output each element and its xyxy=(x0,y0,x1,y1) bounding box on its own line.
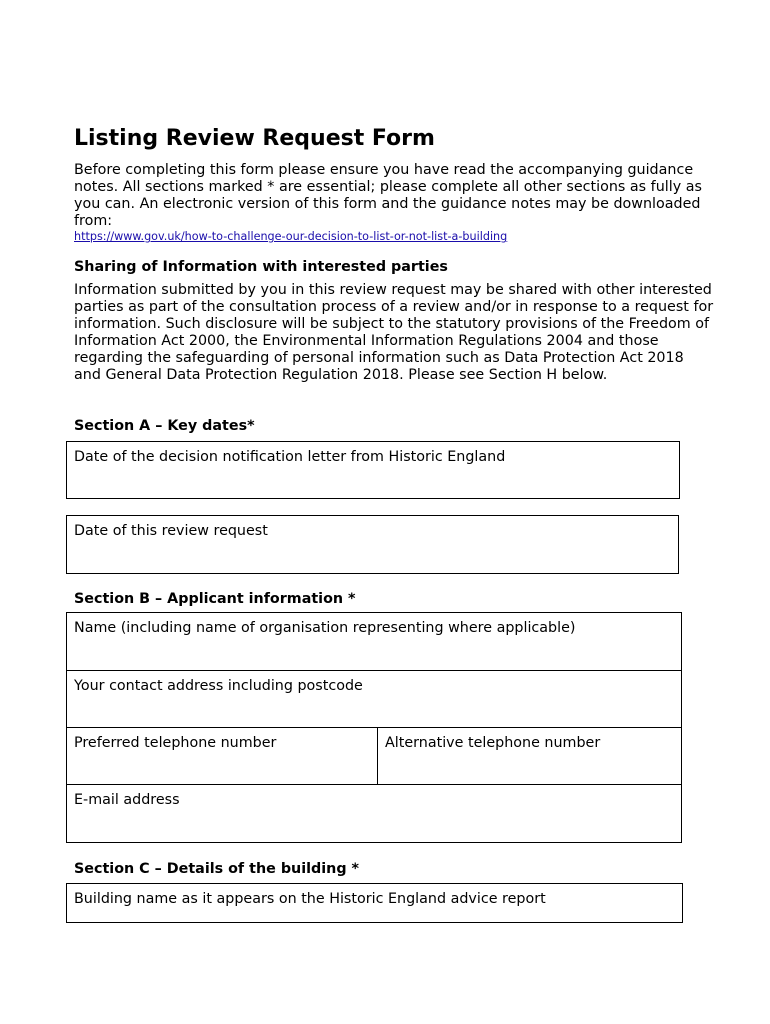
email-row[interactable] xyxy=(67,784,681,841)
telephone-row xyxy=(67,727,681,784)
review-request-date-label: Date of this review request xyxy=(74,523,268,539)
section-b-heading: Section B – Applicant information * xyxy=(74,591,356,607)
building-name-label: Building name as it appears on the Historic England advice report xyxy=(74,891,546,907)
preferred-phone-label: Preferred telephone number xyxy=(74,735,277,751)
sharing-heading: Sharing of Information with interested parties xyxy=(74,259,448,275)
decision-letter-date-field[interactable] xyxy=(66,441,680,499)
intro-text: Before completing this form please ensure you have read the accompanying guidance notes. All sections marked * are essential; please complete all other sections as fully as you can. An electronic version of this form and the guidance notes may be downloaded from: xyxy=(74,162,702,229)
preferred-phone-field[interactable] xyxy=(67,728,377,784)
review-request-date-field[interactable] xyxy=(66,515,679,574)
name-label: Name (including name of organisation representing where applicable) xyxy=(74,620,576,636)
address-field[interactable] xyxy=(67,671,681,727)
guidance-link[interactable]: https://www.gov.uk/how-to-challenge-our-decision-to-list-or-not-list-a-building xyxy=(74,230,508,243)
alternative-phone-field[interactable] xyxy=(377,728,681,784)
address-label: Your contact address including postcode xyxy=(74,678,363,694)
sharing-text: Information submitted by you in this review request may be shared with other interested parties as part of the consultation process of a review and/or in response to a request for information. Such disclosure will be subject to the statutory provisions of the Freedom of Information Act 2000, the Environmental Information Regulations 2004 and those regarding the safeguarding of personal information such as Data Protection Act 2018 and General Data Protection Regulation 2018. Please see Section H below. xyxy=(74,282,714,383)
name-row[interactable] xyxy=(67,613,681,670)
section-c-heading: Section C – Details of the building * xyxy=(74,861,360,877)
email-field[interactable] xyxy=(67,785,681,841)
address-row[interactable] xyxy=(67,670,681,727)
name-field[interactable] xyxy=(67,613,681,670)
section-a-heading: Section A – Key dates* xyxy=(74,418,255,434)
form-title: Listing Review Request Form xyxy=(74,126,435,151)
decision-letter-date-label: Date of the decision notification letter from Historic England xyxy=(74,449,506,465)
alternative-phone-label: Alternative telephone number xyxy=(385,735,601,751)
email-label: E-mail address xyxy=(74,792,180,808)
intro-block xyxy=(74,162,714,244)
building-name-field[interactable] xyxy=(66,883,683,923)
applicant-info-table xyxy=(66,612,682,843)
